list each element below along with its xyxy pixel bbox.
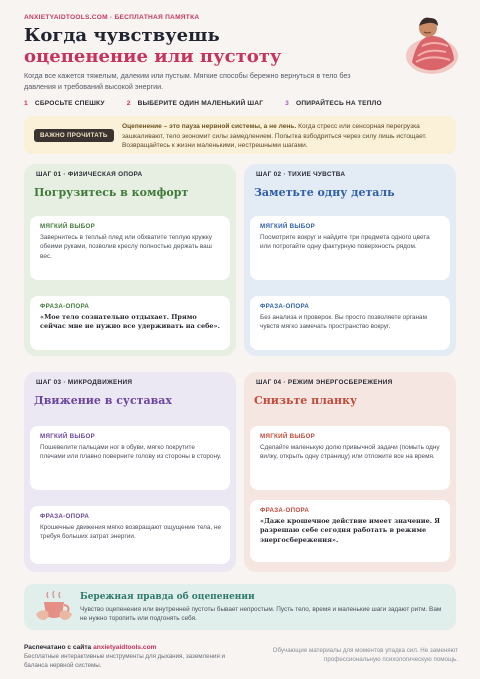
step-label: ОПИРАЙТЕСЬ НА ТЕПЛО — [296, 99, 382, 107]
phrase-label: ФРАЗА-ОПОРА — [40, 513, 90, 520]
card-heading: Движение в суставах — [34, 394, 172, 407]
choice-box — [30, 216, 230, 280]
choice-label: МЯГКИЙ ВЫБОР — [40, 433, 96, 440]
important-banner — [24, 116, 456, 154]
step-card-4 — [244, 372, 456, 572]
phrase-box — [250, 500, 450, 562]
phrase-label: ФРАЗА-ОПОРА — [260, 303, 310, 310]
gentle-truth-title: Бережная правда об оцепенении — [80, 592, 255, 602]
important-badge: ВАЖНО ПРОЧИТАТЬ — [34, 129, 114, 142]
person-wrapped-in-blanket-icon — [398, 12, 462, 76]
hands-holding-cup-icon — [34, 590, 74, 624]
phrase-label: ФРАЗА-ОПОРА — [40, 303, 90, 310]
choice-label: МЯГКИЙ ВЫБОР — [260, 223, 316, 230]
phrase-text: Без анализа и проверок. Вы просто позволяете органам чувств мягко замечать пространство вокруг. — [260, 314, 427, 331]
page-title-line2: оцепенение или пустоту — [24, 46, 282, 67]
brand-label: ANXIETYAIDTOOLS.COM · БЕСПЛАТНАЯ ПАМЯТКА — [24, 14, 200, 21]
gentle-truth-text: Чувство оцепенения или внутренней пустоты бывает непростым. Пусть тело, время и маленькие шаги задают ритм. Вам не нужно торопить или подгонять себя. — [80, 606, 442, 623]
footer-disclaimer: Обучающие материалы для моментов упадка сил. Не заменяют профессиональную психологическую помощь. — [272, 647, 458, 663]
page-title-line1: Когда чувствуешь — [24, 25, 220, 46]
card-heading: Погрузитесь в комфорт — [34, 186, 189, 199]
step-card-1 — [24, 164, 236, 356]
footer-printed-prefix: Распечатано с сайта — [24, 644, 92, 651]
intro-text: Когда все кажется тяжелым, далеким или пустым. Мягкие способы бережно вернуться в тело без давления и требований высокой энергии. — [24, 71, 351, 91]
choice-text: Сделайте маленькую долю привычной задачи (помыть одну вилку, открыть одну страницу) или отложите все на время. — [260, 444, 440, 461]
footer-site-link[interactable]: anxietyaidtools.com — [93, 644, 157, 651]
phrase-box — [30, 296, 230, 350]
choice-label: МЯГКИЙ ВЫБОР — [40, 223, 96, 230]
step-number: 3 — [285, 99, 290, 107]
card-tag: ШАГ 04 · РЕЖИМ ЭНЕРГОСБЕРЕЖЕНИЯ — [256, 379, 393, 386]
choice-box — [30, 426, 230, 490]
step-item-3 — [285, 100, 382, 107]
card-tag: ШАГ 03 · МИКРОДВИЖЕНИЯ — [36, 379, 133, 386]
choice-text: Пошевелите пальцами ног в обуви, мягко покрутите плечами или плавно поверните голову из стороны в сторону. — [40, 444, 222, 461]
phrase-box — [250, 296, 450, 350]
step-number: 1 — [24, 99, 28, 107]
footer-description: Бесплатные интерактивные инструменты для дыхания, заземления и баланса нервной системы. — [24, 653, 225, 669]
banner-bold-text: Оцепенение – это пауза нервной системы, а не лень. — [122, 123, 297, 130]
gentle-truth-box — [24, 584, 456, 630]
footer-printed — [24, 644, 156, 651]
step-card-2 — [244, 164, 456, 356]
step-item-1 — [24, 100, 105, 107]
card-tag: ШАГ 01 · ФИЗИЧЕСКАЯ ОПОРА — [36, 171, 143, 178]
phrase-text: Крошечные движения мягко возвращают ощущение тела, не требуя больших затрат энергии. — [40, 524, 222, 541]
phrase-text: «Даже крошечное действие имеет значение. Я разрешаю себе сегодня работать в режиме энергосбережения». — [260, 517, 440, 544]
card-heading: Заметьте одну деталь — [254, 186, 395, 199]
step-label: ВЫБЕРИТЕ ОДИН МАЛЕНЬКИЙ ШАГ — [137, 99, 264, 107]
step-label: СБРОСЬТЕ СПЕШКУ — [34, 99, 105, 107]
banner-text — [122, 122, 444, 151]
banner-body-text: Когда стресс или сенсорная перегрузка зашкаливают, тело экономит силы замедлением. Попытка взбодриться через силу лишь истощает. Возвращайтесь к жизни маленькими, нестрешными шагами. — [122, 123, 427, 150]
steps-row — [24, 97, 404, 109]
card-tag: ШАГ 02 · ТИХИЕ ЧУВСТВА — [256, 171, 346, 178]
choice-box — [250, 426, 450, 490]
choice-label: МЯГКИЙ ВЫБОР — [260, 433, 316, 440]
choice-text: Завернитесь в теплый плед или обхватите теплую кружку обеими руками, позволив креслу полностью держать ваш вес. — [40, 234, 212, 260]
step-item-2 — [127, 100, 263, 107]
card-heading: Снизьте планку — [254, 394, 358, 407]
choice-box — [250, 216, 450, 280]
phrase-text: «Мое тело сознательно отдыхает. Прямо сейчас мне не нужно все удерживать на себе». — [40, 313, 220, 331]
step-number: 2 — [126, 99, 131, 107]
step-card-3 — [24, 372, 236, 572]
choice-text: Посмотрите вокруг и найдите три предмета одного цвета или потрогайте одну фактурную поверхность рядом. — [260, 234, 430, 251]
phrase-label: ФРАЗА-ОПОРА — [260, 507, 310, 514]
phrase-box — [30, 506, 230, 564]
